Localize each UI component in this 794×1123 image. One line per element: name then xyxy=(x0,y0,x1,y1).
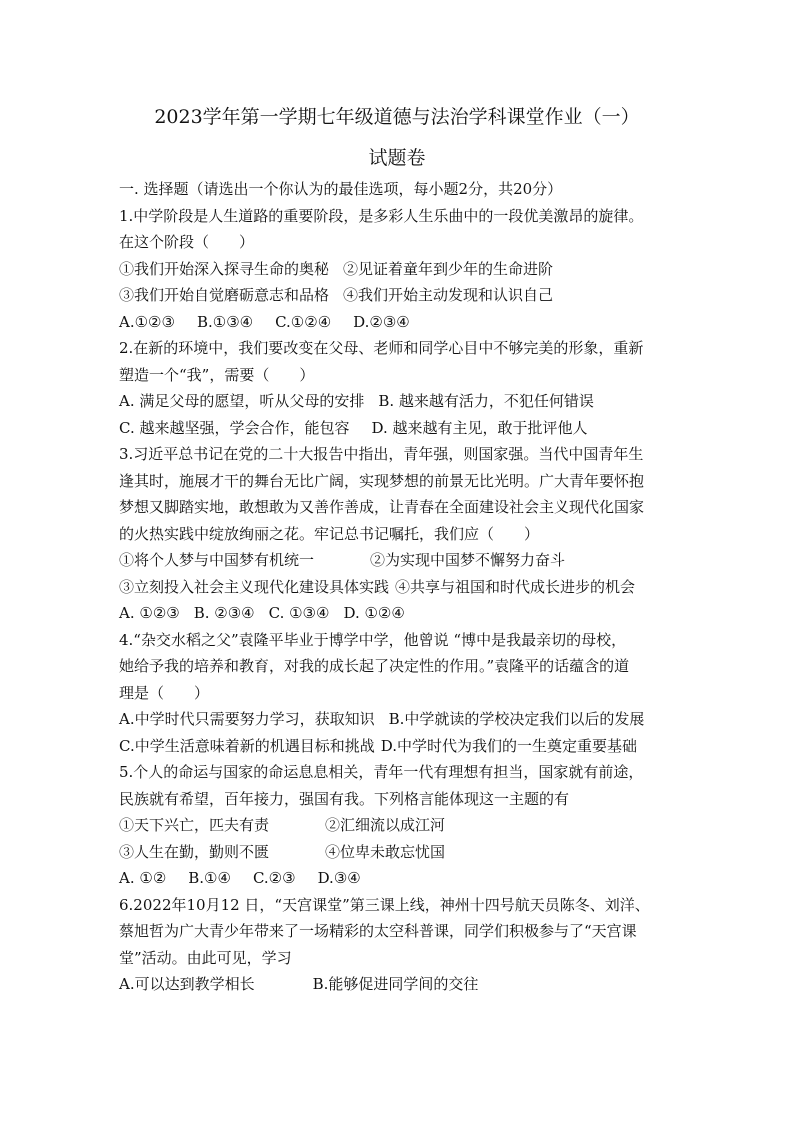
question-stem: 3.习近平总书记在党的二十大报告中指出，青年强，则国家强。当代中国青年生 xyxy=(119,445,644,463)
option-d: D.②③④ xyxy=(353,312,410,331)
question-stem: 5.个人的命运与国家的命运息息相关，青年一代有理想有担当，国家就有前途， xyxy=(119,763,644,781)
question-stem: 民族就有希望，百年接力，强国有我。下列格言能体现这一主题的有 xyxy=(119,789,570,808)
question-stem: 堂”活动。由此可见，学习 xyxy=(119,948,292,967)
statement-row xyxy=(119,812,679,839)
statement-row xyxy=(119,282,679,309)
question-2 xyxy=(119,335,679,441)
question-4 xyxy=(119,627,679,760)
question-stem: 4.“杂交水稻之父”袁隆平毕业于博学中学，他曾说 “博中是我最亲切的母校， xyxy=(119,630,627,649)
options-row xyxy=(119,388,679,415)
option-b: B.能够促进同学间的交往 xyxy=(312,975,479,993)
question-stem: 2.在新的环境中，我们要改变在父母、老师和同学心目中不够完美的形象，重新 xyxy=(119,339,644,357)
option-a: A. 满足父母的愿望，听从父母的安排 xyxy=(119,392,365,410)
options-row xyxy=(119,733,679,760)
option-c: C.①②④ xyxy=(275,312,332,331)
option-b: B. ②③④ xyxy=(193,604,255,622)
option-d: D.③④ xyxy=(317,869,361,887)
section-header: 一. 选择题（请选出一个你认为的最佳选项，每小题2分，共20分） xyxy=(119,180,563,198)
option-c: C.中学生活意味着新的机遇目标和挑战 xyxy=(119,736,375,755)
options-row xyxy=(119,865,679,892)
question-list xyxy=(119,176,679,998)
statement-row xyxy=(119,839,679,866)
option-a: A.中学时代只需要努力学习，获取知识 xyxy=(119,710,375,728)
question-stem: 1.中学阶段是人生道路的重要阶段，是多彩人生乐曲中的一段优美激昂的旋律。 xyxy=(119,206,644,225)
question-stem: 梦想又脚踏实地，敢想敢为又善作善成，让青春在全面建设社会主义现代化国家 xyxy=(119,498,645,516)
statement-row xyxy=(119,547,679,574)
statement: ③我们开始自觉磨砺意志和品格 xyxy=(119,286,330,304)
statement: ①我们开始深入探寻生命的奥秘 xyxy=(119,259,330,278)
statement: ①将个人梦与中国梦有机统一 xyxy=(119,551,315,569)
option-d: D. ①②④ xyxy=(343,604,405,622)
question-stem: 理是（ ） xyxy=(119,683,210,702)
question-stem: 她给予我的培养和教育，对我的成长起了决定性的作用。”袁隆平的话蕴含的道 xyxy=(119,657,630,675)
options-row xyxy=(119,706,679,733)
document-subtitle: 试题卷 xyxy=(368,147,426,169)
option-b: B.①③④ xyxy=(196,312,254,331)
option-d: D. 越来越有主见，敢于批评他人 xyxy=(371,418,588,437)
question-1 xyxy=(119,203,679,336)
statement: ④我们开始主动发现和认识自己 xyxy=(343,286,554,304)
statement: ②见证着童年到少年的生命进阶 xyxy=(343,259,554,278)
statement: ①天下兴亡，匹夫有责 xyxy=(119,816,270,834)
option-a: A. ①②③ xyxy=(119,604,180,622)
option-c: C. ①③④ xyxy=(268,604,330,622)
document-title: 2023学年第一学期七年级道德与法治学科课堂作业（一） xyxy=(154,106,640,128)
option-a: A. ①② xyxy=(119,869,167,887)
statement: ④位卑未敢忘忧国 xyxy=(325,842,446,861)
statement: ③立刻投入社会主义现代化建设具体实践 xyxy=(119,577,390,596)
options-row xyxy=(119,600,679,627)
question-5 xyxy=(119,759,679,892)
options-row xyxy=(119,309,679,336)
question-stem: 塑造一个“我”，需要（ ） xyxy=(119,365,315,384)
option-c: C. 越来越坚强，学会合作，能包容 xyxy=(119,418,350,437)
question-3 xyxy=(119,441,679,627)
option-c: C.②③ xyxy=(252,869,296,887)
statement: ②为实现中国梦不懈努力奋斗 xyxy=(370,551,566,569)
question-stem: 蔡旭哲为广大青少年带来了一场精彩的太空科普课，同学们积极参与了“天宫课 xyxy=(119,922,637,940)
option-a: A.可以达到教学相长 xyxy=(119,975,255,993)
question-stem: 的火热实践中绽放绚丽之花。牢记总书记嘱托，我们应（ ） xyxy=(119,524,540,543)
options-row xyxy=(119,415,679,442)
statement: ②汇细流以成江河 xyxy=(325,816,446,834)
question-stem: 在这个阶段（ ） xyxy=(119,233,255,251)
option-b: B.①④ xyxy=(188,869,231,887)
question-stem: 6.2022年10月12 日，“天宫课堂”第三课上线，神州十四号航天员陈冬、刘洋、 xyxy=(119,895,650,914)
option-d: D.中学时代为我们的一生奠定重要基础 xyxy=(380,736,637,755)
statement-row xyxy=(119,256,679,283)
statement: ③人生在勤，勤则不匮 xyxy=(119,842,270,861)
option-b: B.中学就读的学校决定我们以后的发展 xyxy=(388,710,645,728)
question-stem: 逢其时，施展才干的舞台无比广阔，实现梦想的前景无比光明。广大青年要怀抱 xyxy=(119,471,645,490)
statement: ④共享与祖国和时代成长进步的机会 xyxy=(395,577,636,596)
question-6 xyxy=(119,892,679,998)
option-a: A.①②③ xyxy=(119,312,175,331)
options-row xyxy=(119,971,679,998)
statement-row xyxy=(119,574,679,601)
option-b: B. 越来越有活力，不犯任何错误 xyxy=(378,392,594,410)
